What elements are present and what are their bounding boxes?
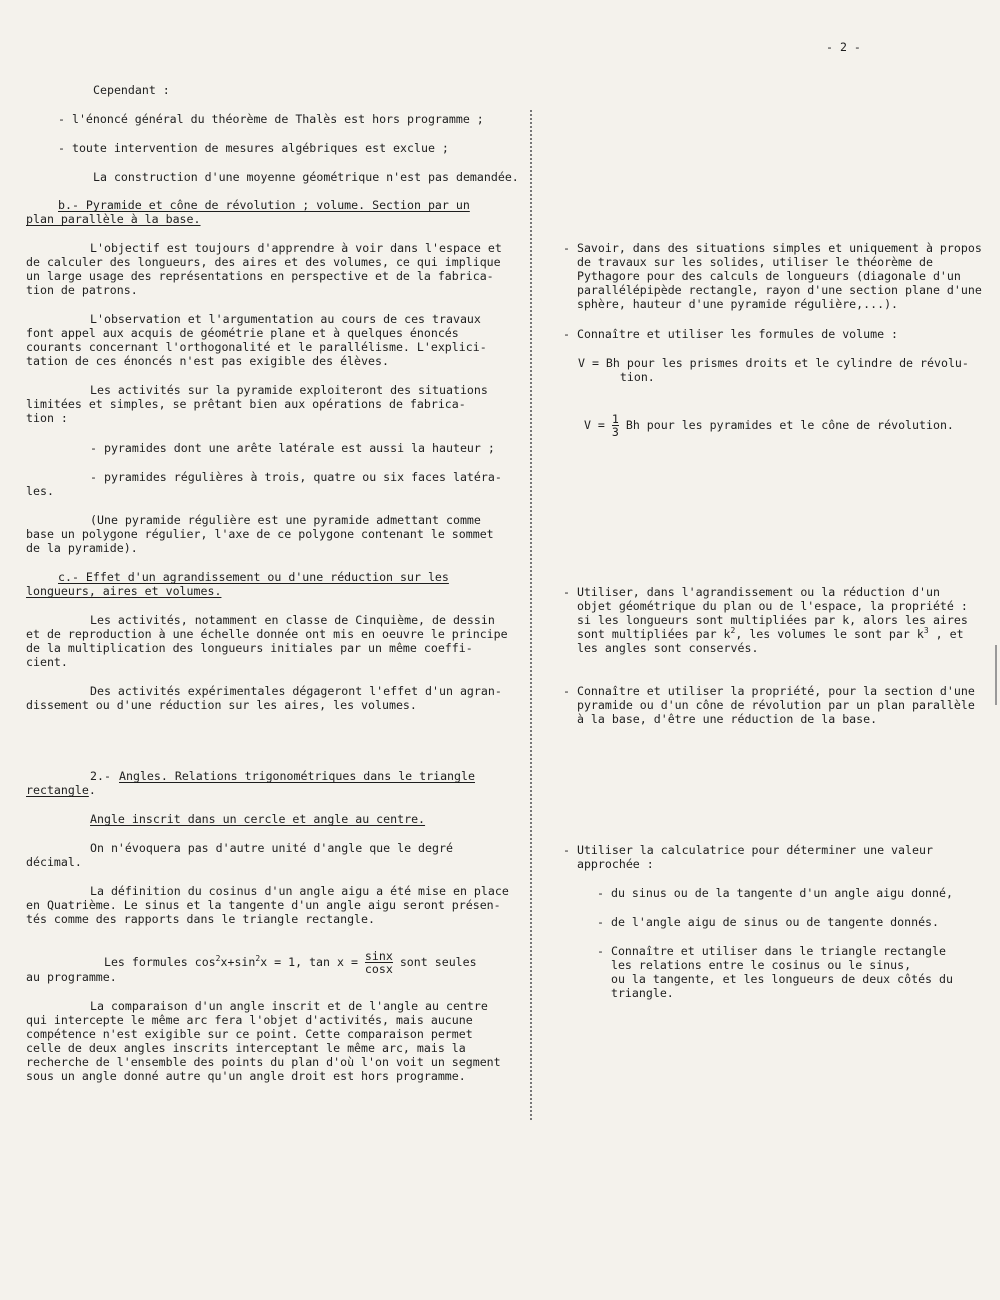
formula-mid: x+sin — [220, 955, 256, 969]
tan-fraction — [365, 950, 393, 975]
comparaison-line-5: recherche de l'ensemble des points du plan d'où l'on voit un segment — [26, 1055, 501, 1069]
formula-suffix: sont seules — [399, 955, 477, 969]
activites-experimentales-line-1: Des activités expérimentales dégageront l'effet d'un agran- — [90, 684, 502, 698]
pythagore-line-4: parallélépipède rectangle, rayon d'une section plane d'une — [563, 283, 982, 297]
section-2-title-line2 — [26, 783, 96, 797]
relations-line-4: triangle. — [597, 986, 674, 1000]
agrandissement-line-1: - Utiliser, dans l'agrandissement ou la réduction d'un — [563, 585, 940, 599]
definition-pyramide-line-2: base un polygone régulier, l'axe de ce polygone contenant le sommet — [26, 527, 494, 541]
pythagore-line-1: - Savoir, dans des situations simples et uniquement à propos — [563, 241, 982, 255]
pyramide-reguliere-item-1: - pyramides régulières à trois, quatre ou six faces latéra- — [90, 470, 502, 484]
observation-line-3: courants concernant l'orthogonalité et le parallélisme. L'explici- — [26, 340, 487, 354]
one-third-fraction — [612, 413, 619, 438]
tan-numerator: sinx — [364, 949, 393, 963]
relations-line-3: ou la tangente, et les longueurs de deux côtés du — [597, 972, 953, 986]
pyramide-reguliere-item-2: les. — [26, 484, 54, 498]
aires-k2-text: sont multipliées par k — [563, 627, 731, 641]
volumes-k3-text: , les volumes le sont par k — [735, 627, 924, 641]
moyenne-geometrique-line: La construction d'une moyenne géométrique n'est pas demandée. — [93, 170, 519, 184]
objectif-line-2: de calculer des longueurs, des aires et des volumes, ce qui implique — [26, 255, 501, 269]
comparaison-line-6: sous un angle donné autre qu'un angle droit est hors programme. — [26, 1069, 466, 1083]
volume-prisme-line-2: tion. — [578, 370, 655, 384]
pythagore-line-3: Pythagore pour des calculs de longueurs (diagonale d'un — [563, 269, 961, 283]
k-squared: 2 — [730, 626, 736, 635]
activites-cinquieme-line-2: et de reproduction à une échelle donnée ont mis en oeuvre le principe — [26, 627, 508, 641]
section-reduction-line-2: pyramide ou d'un cône de révolution par un plan parallèle — [563, 698, 975, 712]
volume-pyramide-line — [570, 397, 954, 438]
angle-inscrit-subtitle: Angle inscrit dans un cercle et angle au centre. — [90, 812, 426, 826]
activites-cinquieme-line-4: cient. — [26, 655, 68, 669]
observation-line-4: tation de ces énoncés n'est pas exigible des élèves. — [26, 354, 389, 368]
agrandissement-line-5: les angles sont conservés. — [563, 641, 759, 655]
relations-line-1: - Connaître et utiliser dans le triangle rectangle — [597, 944, 947, 958]
tan-denominator: cosx — [364, 962, 393, 976]
k-cubed: 3 — [923, 626, 929, 635]
formula-square-2: 2 — [255, 954, 261, 963]
page-number: - 2 - — [826, 40, 861, 54]
section-b-title-line1: b.- Pyramide et cône de révolution ; volume. Section par un — [58, 198, 470, 212]
pyramide-arete-item: - pyramides dont une arête latérale est aussi la hauteur ; — [90, 441, 495, 455]
agrandissement-line-3: si les longueurs sont multipliées par k, alors les aires — [563, 613, 968, 627]
observation-line-1: L'observation et l'argumentation au cours de ces travaux — [90, 312, 481, 326]
definition-pyramide-line-1: (Une pyramide régulière est une pyramide admettant comme — [90, 513, 481, 527]
activites-cinquieme-line-3: de la multiplication des longueurs initiales par un même coeffi- — [26, 641, 473, 655]
calculatrice-line-1: - Utiliser la calculatrice pour déterminer une valeur — [563, 843, 933, 857]
volume-prisme-line-1: V = Bh pour les prismes droits et le cylindre de révolu- — [578, 356, 969, 370]
mesures-item: - toute intervention de mesures algébriques est exclue ; — [58, 141, 449, 155]
objectif-line-1: L'objectif est toujours d'apprendre à voir dans l'espace et — [90, 241, 502, 255]
calculatrice-line-2: approchée : — [563, 857, 654, 871]
activites-pyramide-line-2: limitées et simples, se prêtant bien aux opérations de fabrica- — [26, 397, 466, 411]
pythagore-line-5: sphère, hauteur d'une pyramide régulière,...). — [563, 297, 899, 311]
unite-angle-line-1: On n'évoquera pas d'autre unité d'angle que le degré — [90, 841, 453, 855]
sinus-tangente-item: - du sinus ou de la tangente d'un angle aigu donné, — [597, 886, 953, 900]
observation-line-2: font appel aux acquis de géométrie plane et à quelques énoncés — [26, 326, 459, 340]
section-2-number: 2.- — [90, 769, 111, 783]
one-third-denominator: 3 — [611, 425, 619, 439]
activites-experimentales-line-2: dissement ou d'une réduction sur les aires, les volumes. — [26, 698, 417, 712]
activites-cinquieme-line-1: Les activités, notamment en classe de Cinquième, de dessin — [90, 613, 495, 627]
comparaison-line-1: La comparaison d'un angle inscrit et de l'angle au centre — [90, 999, 488, 1013]
one-third-numerator: 1 — [611, 412, 619, 426]
section-reduction-line-1: - Connaître et utiliser la propriété, pour la section d'une — [563, 684, 975, 698]
objectif-line-4: tion de patrons. — [26, 283, 138, 297]
agrandissement-line-2: objet géométrique du plan ou de l'espace, la propriété : — [563, 599, 968, 613]
angle-aigu-item: - de l'angle aigu de sinus ou de tangente donnés. — [597, 915, 940, 929]
volume-pyramide-prefix: V = — [583, 418, 612, 432]
volume-pyramide-suffix: Bh pour les pyramides et le cône de révolution. — [618, 418, 954, 432]
scan-edge-mark — [995, 645, 997, 705]
section-reduction-line-3: à la base, d'être une réduction de la base. — [563, 712, 878, 726]
cosinus-line-3: tés comme des rapports dans le triangle rectangle. — [26, 912, 376, 926]
cependant-label: Cependant : — [93, 83, 170, 97]
section-c-title-line1: c.- Effet d'un agrandissement ou d'une réduction sur les — [58, 570, 449, 584]
comparaison-line-3: compétence n'est exigible sur ce point. Cette comparaison permet — [26, 1027, 473, 1041]
agrandissement-line-4-end: , et — [928, 627, 964, 641]
comparaison-line-2: qui intercepte le même arc fera l'objet d'activités, mais aucune — [26, 1013, 473, 1027]
comparaison-line-4: celle de deux angles inscrits interceptant le même arc, mais la — [26, 1041, 466, 1055]
section-2-title-rectangle: rectangle — [26, 783, 89, 797]
section-b-title-line2: plan parallèle à la base. — [26, 212, 201, 226]
thales-item: - l'énoncé général du théorème de Thalès est hors programme ; — [58, 112, 484, 126]
relations-line-2: les relations entre le cosinus ou le sinus, — [597, 958, 912, 972]
formula-prefix: Les formules cos — [103, 955, 216, 969]
section-2-title-period: . — [88, 783, 96, 797]
formula-line — [90, 934, 477, 975]
section-2-title-line1: Angles. Relations trigonométriques dans le triangle — [119, 769, 475, 783]
cosinus-line-1: La définition du cosinus d'un angle aigu a été mise en place — [90, 884, 509, 898]
pythagore-line-2: de travaux sur les solides, utiliser le théorème de — [563, 255, 933, 269]
definition-pyramide-line-3: de la pyramide). — [26, 541, 138, 555]
activites-pyramide-line-3: tion : — [26, 411, 68, 425]
activites-pyramide-line-1: Les activités sur la pyramide exploiteront des situations — [90, 383, 488, 397]
agrandissement-line-4 — [563, 627, 964, 641]
column-separator — [530, 110, 532, 1120]
cosinus-line-2: en Quatrième. Le sinus et la tangente d'un angle aigu seront présen- — [26, 898, 501, 912]
formula-square-1: 2 — [215, 954, 221, 963]
formules-volume-heading: - Connaître et utiliser les formules de volume : — [563, 327, 899, 341]
formula-eq: x = 1, tan x = — [260, 955, 365, 969]
unite-angle-line-2: décimal. — [26, 855, 82, 869]
objectif-line-3: un large usage des représentations en perspective et de la fabrica- — [26, 269, 494, 283]
formula-line-2: au programme. — [26, 970, 117, 984]
section-c-title-line2: longueurs, aires et volumes. — [26, 584, 222, 598]
